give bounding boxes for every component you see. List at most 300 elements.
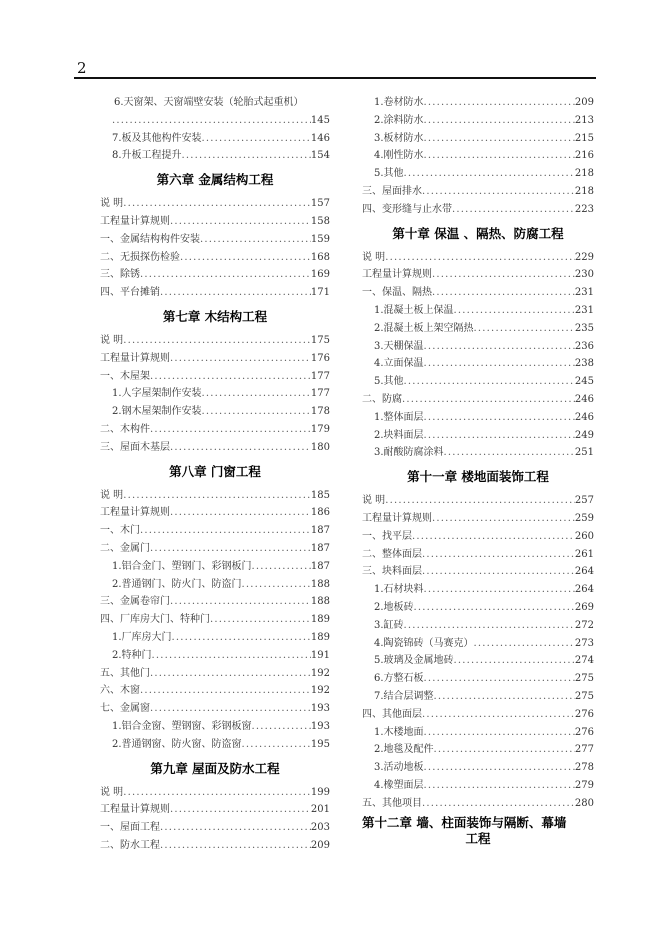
- toc-entry[interactable]: [362, 112, 594, 130]
- toc-entry-title: 一、保温、隔热: [362, 287, 432, 299]
- toc-dot-leader: [424, 581, 575, 599]
- toc-entry-title: 二、木构件: [100, 423, 150, 435]
- toc-entry[interactable]: [362, 373, 594, 391]
- toc-dot-leader: [210, 611, 311, 629]
- toc-entry[interactable]: [100, 487, 330, 505]
- toc-entry[interactable]: [362, 759, 594, 777]
- toc-page-number: 276: [574, 708, 594, 720]
- toc-entry[interactable]: [100, 647, 330, 665]
- toc-page-number: 235: [574, 322, 594, 334]
- toc-entry-title: 五、其他项目: [362, 797, 422, 809]
- toc-entry[interactable]: [100, 403, 330, 421]
- toc-entry-title: 七、金属窗: [100, 703, 150, 715]
- toc-entry[interactable]: [100, 249, 330, 267]
- chapter-heading-line1: 第十二章 墙、柱面装饰与隔断、幕墙: [362, 815, 567, 831]
- toc-entry[interactable]: [100, 593, 330, 611]
- toc-entry-title: 3.天棚保温: [374, 340, 424, 352]
- chapter-heading-line2: 工程: [465, 831, 491, 847]
- toc-dot-leader: [180, 249, 311, 267]
- toc-dot-leader: [424, 759, 575, 777]
- toc-entry-title: 二、金属门: [100, 542, 150, 554]
- toc-entry[interactable]: [100, 665, 330, 683]
- toc-dot-leader: [424, 94, 575, 112]
- toc-page-number: 188: [310, 596, 330, 608]
- toc-entry-title: 二、整体面层: [362, 548, 422, 560]
- toc-entry-title: 工程量计算规则: [100, 215, 170, 227]
- toc-dot-leader: [404, 617, 575, 635]
- toc-entry[interactable]: [100, 368, 330, 386]
- toc-page-number: 277: [574, 744, 594, 756]
- toc-page-number: 245: [574, 376, 594, 388]
- toc-entry[interactable]: [362, 617, 594, 635]
- toc-entry-title: 三、屋面木基层: [100, 441, 170, 453]
- toc-entry-title: 三、块料面层: [362, 566, 422, 578]
- toc-page-number: 157: [310, 198, 330, 210]
- toc-page-number: 269: [574, 601, 594, 613]
- toc-entry-title: 二、防水工程: [100, 839, 160, 851]
- toc-page-number: 154: [310, 150, 330, 162]
- toc-page-number: 188: [310, 578, 330, 590]
- toc-page-number: 171: [310, 287, 330, 299]
- toc-entry[interactable]: [362, 563, 594, 581]
- toc-entry-title: 二、防腐: [362, 393, 402, 405]
- toc-entry[interactable]: [100, 112, 330, 130]
- toc-page-number: 195: [310, 738, 330, 750]
- toc-entry[interactable]: [100, 576, 330, 594]
- toc-page-number: 274: [574, 655, 594, 667]
- toc-page-number: 230: [574, 269, 594, 281]
- toc-page-number: 273: [574, 637, 594, 649]
- toc-dot-leader: [474, 635, 575, 653]
- toc-entry-title: 2.块料面层: [374, 429, 424, 441]
- toc-entry-title: 工程量计算规则: [100, 352, 170, 364]
- toc-entry-title: 说 明: [100, 489, 124, 501]
- toc-dot-leader: [414, 599, 575, 617]
- toc-entry[interactable]: [100, 540, 330, 558]
- toc-entry[interactable]: [100, 421, 330, 439]
- toc-page-number: 209: [574, 97, 594, 108]
- toc-entry-title: 2.地毯及配件: [374, 744, 434, 756]
- toc-page-number: 218: [574, 185, 594, 197]
- toc-page-number: 158: [310, 215, 330, 227]
- chapter-heading: 第十章 保温 、隔热、防腐工程: [392, 225, 564, 241]
- toc-dot-leader: [160, 837, 311, 855]
- toc-entry[interactable]: [100, 682, 330, 700]
- toc-entry[interactable]: [100, 629, 330, 647]
- toc-entry[interactable]: [100, 522, 330, 540]
- toc-entry-title: 说 明: [100, 786, 124, 798]
- toc-page-number: 246: [574, 411, 594, 423]
- toc-entry[interactable]: [362, 528, 594, 546]
- toc-dot-leader: [422, 546, 575, 564]
- toc-dot-leader: [385, 492, 575, 510]
- toc-entry[interactable]: [362, 652, 594, 670]
- toc-entry-title: 1.铝合金窗、塑钢窗、彩钢板窗: [112, 720, 252, 732]
- toc-entry-title: 说 明: [100, 198, 124, 210]
- toc-entry[interactable]: [100, 385, 330, 403]
- toc-entry[interactable]: [362, 355, 594, 373]
- toc-page-number: 159: [310, 233, 330, 245]
- toc-dot-leader: [424, 670, 575, 688]
- toc-dot-leader: [123, 195, 311, 213]
- toc-entry-title: 7.结合层调整: [374, 690, 434, 702]
- toc-dot-leader: [474, 320, 575, 338]
- toc-entry-title: 7.板及其他构件安装: [112, 132, 202, 144]
- toc-entry[interactable]: [100, 558, 330, 576]
- toc-entry-title: 六、木窗: [100, 685, 140, 697]
- toc-entry[interactable]: [362, 492, 594, 510]
- toc-page-number: 178: [310, 406, 330, 418]
- toc-page-number: 175: [310, 334, 330, 346]
- toc-dot-leader: [150, 700, 311, 718]
- toc-page-number: 257: [574, 495, 594, 507]
- toc-dot-leader: [112, 112, 311, 130]
- toc-entry-title: 2.特种门: [112, 649, 152, 661]
- toc-entry[interactable]: [362, 599, 594, 617]
- toc-entry[interactable]: [362, 94, 594, 112]
- toc-entry-title: 5.玻璃及金属地砖: [374, 655, 454, 667]
- toc-entry-title: 工程量计算规则: [362, 512, 432, 524]
- toc-entry-title: 四、其他面层: [362, 708, 422, 720]
- toc-entry[interactable]: [100, 819, 330, 837]
- toc-entry-title: 五、其他门: [100, 667, 150, 679]
- toc-page-number: 275: [574, 690, 594, 702]
- toc-dot-leader: [123, 487, 311, 505]
- toc-dot-leader: [404, 165, 575, 183]
- toc-entry[interactable]: [100, 130, 330, 148]
- toc-entry[interactable]: [100, 332, 330, 350]
- toc-entry[interactable]: [100, 266, 330, 284]
- toc-entry[interactable]: [362, 444, 594, 462]
- toc-entry[interactable]: [100, 350, 330, 368]
- toc-entry[interactable]: [362, 130, 594, 148]
- toc-page-number: 276: [574, 726, 594, 738]
- toc-page-number: 177: [310, 370, 330, 382]
- chapter-heading: 第六章 金属结构工程: [156, 172, 274, 188]
- toc-entry-title: 三、屋面排水: [362, 185, 422, 197]
- toc-entry[interactable]: [100, 611, 330, 629]
- toc-dot-leader: [432, 510, 575, 528]
- toc-page-number: 185: [310, 489, 330, 501]
- toc-entry[interactable]: [362, 724, 594, 742]
- toc-entry-title: 二、无损探伤检验: [100, 251, 180, 263]
- toc-page-number: 231: [574, 287, 594, 299]
- toc-dot-leader: [160, 819, 311, 837]
- toc-dot-leader: [172, 629, 311, 647]
- toc-entry-title: 一、木屋架: [100, 370, 150, 382]
- toc-dot-leader: [242, 736, 311, 754]
- toc-dot-leader: [444, 444, 575, 462]
- toc-entry[interactable]: [362, 777, 594, 795]
- toc-entry-title: 一、木门: [100, 525, 140, 537]
- toc-page-number: 191: [310, 649, 330, 661]
- toc-entry[interactable]: [100, 736, 330, 754]
- toc-entry[interactable]: [362, 635, 594, 653]
- toc-entry[interactable]: [362, 284, 594, 302]
- toc-page-number: 216: [574, 150, 594, 162]
- toc-entry[interactable]: [362, 688, 594, 706]
- toc-page-number: 187: [310, 542, 330, 554]
- toc-entry[interactable]: [100, 504, 330, 522]
- toc-dot-leader: [202, 403, 311, 421]
- toc-page-number: 199: [310, 786, 330, 798]
- chapter-heading: 第九章 屋面及防水工程: [150, 760, 280, 776]
- toc-page-number: 145: [310, 114, 330, 126]
- toc-entry[interactable]: [100, 700, 330, 718]
- toc-entry-title: 6.天窗架、天窗端壁安装（轮胎式起重机）: [114, 97, 304, 108]
- toc-entry[interactable]: [100, 284, 330, 302]
- toc-entry-title: 三、金属卷帘门: [100, 596, 170, 608]
- toc-page-number: 192: [310, 667, 330, 679]
- toc-entry[interactable]: [362, 165, 594, 183]
- toc-entry[interactable]: [362, 338, 594, 356]
- toc-page-number: 192: [310, 685, 330, 697]
- toc-entry[interactable]: [100, 439, 330, 457]
- toc-dot-leader: [424, 147, 575, 165]
- toc-page-number: 229: [574, 251, 594, 263]
- toc-page-number: 189: [310, 614, 330, 626]
- toc-dot-leader: [170, 350, 311, 368]
- toc-entry-title: 1.石材块料: [374, 584, 424, 596]
- toc-dot-leader: [422, 563, 575, 581]
- toc-entry-title: 1.人字屋架制作安装: [112, 388, 202, 400]
- toc-page-number: 179: [310, 423, 330, 435]
- toc-dot-leader: [160, 284, 311, 302]
- toc-page-number: 236: [574, 340, 594, 352]
- toc-entry-title: 2.普通钢门、防火门、防盗门: [112, 578, 242, 590]
- toc-entry-title: 6.方整石板: [374, 673, 424, 685]
- toc-entry-title: 2.钢木屋架制作安装: [112, 406, 202, 418]
- toc-entry-title: 工程量计算规则: [362, 269, 432, 281]
- toc-entry[interactable]: [100, 801, 330, 819]
- toc-entry[interactable]: [362, 183, 594, 201]
- header-rule: [74, 77, 596, 79]
- toc-dot-leader: [152, 647, 311, 665]
- toc-dot-leader: [452, 201, 575, 219]
- toc-page-number: 189: [310, 631, 330, 643]
- toc-entry[interactable]: [100, 837, 330, 855]
- chapter-heading: 第十一章 楼地面装饰工程: [407, 469, 549, 485]
- toc-page-number: 193: [310, 720, 330, 732]
- toc-dot-leader: [385, 249, 575, 267]
- toc-entry-title: 四、厂库房大门、特种门: [100, 614, 210, 626]
- toc-dot-leader: [252, 718, 311, 736]
- toc-entry-title: 一、找平层: [362, 530, 412, 542]
- toc-entry[interactable]: [362, 741, 594, 759]
- toc-dot-leader: [432, 266, 575, 284]
- toc-entry[interactable]: [362, 670, 594, 688]
- toc-entry[interactable]: [100, 195, 330, 213]
- toc-dot-leader: [434, 688, 575, 706]
- toc-entry[interactable]: [362, 795, 594, 813]
- toc-dot-leader: [150, 540, 311, 558]
- toc-page-number: 193: [310, 703, 330, 715]
- toc-dot-leader: [170, 439, 311, 457]
- toc-dot-leader: [170, 504, 311, 522]
- toc-entry-title: 1.铝合金门、塑钢门、彩钢板门: [112, 560, 252, 572]
- toc-dot-leader: [170, 213, 311, 231]
- toc-entry-title: 8.升板工程提升: [112, 150, 182, 162]
- chapter-heading: 第八章 门窗工程: [169, 463, 261, 479]
- toc-dot-leader: [123, 784, 311, 802]
- toc-dot-leader: [150, 421, 311, 439]
- toc-page-number: 223: [574, 203, 594, 215]
- toc-dot-leader: [252, 558, 311, 576]
- toc-page-number: 259: [574, 512, 594, 524]
- toc-dot-leader: [422, 706, 575, 724]
- toc-page-number: 169: [310, 269, 330, 281]
- toc-entry-title: 2.涂料防水: [374, 114, 424, 126]
- toc-page-number: 238: [574, 358, 594, 370]
- toc-page-number: 280: [574, 797, 594, 809]
- toc-dot-leader: [404, 373, 575, 391]
- toc-entry-title: 说 明: [100, 334, 124, 346]
- toc-entry-title: 2.普通钢窗、防火窗、防盗窗: [112, 738, 242, 750]
- toc-page-number: 264: [574, 566, 594, 578]
- toc-entry-title: 一、金属结构构件安装: [100, 233, 200, 245]
- toc-entry-title: 工程量计算规则: [100, 804, 170, 816]
- toc-entry[interactable]: [100, 213, 330, 231]
- toc-entry-title: 1.厂库房大门: [112, 631, 172, 643]
- toc-page-number: 261: [574, 548, 594, 560]
- toc-entry[interactable]: [362, 409, 594, 427]
- toc-entry-title: 3.缸砖: [374, 619, 404, 631]
- toc-dot-leader: [200, 231, 311, 249]
- toc-page-number: 209: [310, 839, 330, 851]
- toc-dot-leader: [182, 147, 311, 165]
- toc-entry[interactable]: [362, 706, 594, 724]
- toc-page-number: 201: [310, 804, 330, 816]
- toc-page-number: 176: [310, 352, 330, 364]
- toc-dot-leader: [422, 183, 575, 201]
- toc-entry-title: 三、除锈: [100, 269, 140, 281]
- toc-entry-title: 4.陶瓷锦砖（马赛克）: [374, 637, 474, 649]
- toc-entry-title: 5.其他: [374, 168, 404, 180]
- toc-entry[interactable]: [362, 147, 594, 165]
- toc-page-number: 249: [574, 429, 594, 441]
- toc-page-number: 203: [310, 822, 330, 834]
- toc-page-number: 264: [574, 584, 594, 596]
- toc-dot-leader: [424, 409, 575, 427]
- toc-entry-title: 工程量计算规则: [100, 507, 170, 519]
- toc-dot-leader: [150, 665, 311, 683]
- toc-entry-title: 四、平台摊销: [100, 287, 160, 299]
- chapter-heading: 第七章 木结构工程: [162, 308, 268, 324]
- toc-dot-leader: [150, 368, 311, 386]
- toc-entry[interactable]: [362, 201, 594, 219]
- toc-dot-leader: [424, 777, 575, 795]
- toc-entry-title: 1.木楼地面: [374, 726, 424, 738]
- toc-dot-leader: [170, 593, 311, 611]
- toc-entry-title: 3.活动地板: [374, 762, 424, 774]
- toc-dot-leader: [424, 427, 575, 445]
- toc-entry-title: 一、屋面工程: [100, 822, 160, 834]
- toc-dot-leader: [432, 284, 575, 302]
- toc-page-number: 275: [574, 673, 594, 685]
- toc-entry[interactable]: [362, 320, 594, 338]
- toc-page-number: 231: [574, 304, 594, 316]
- toc-entry[interactable]: [100, 718, 330, 736]
- toc-entry[interactable]: [362, 302, 594, 320]
- toc-page-number: 186: [310, 507, 330, 519]
- toc-entry[interactable]: [362, 391, 594, 409]
- toc-dot-leader: [140, 522, 311, 540]
- toc-entry-title: 4.刚性防水: [374, 150, 424, 162]
- toc-dot-leader: [140, 682, 311, 700]
- toc-page-number: 218: [574, 168, 594, 180]
- toc-page-number: 246: [574, 393, 594, 405]
- toc-entry-title: 说 明: [362, 495, 386, 507]
- toc-page-number: 251: [574, 447, 594, 459]
- toc-entry-title: 2.地板砖: [374, 601, 414, 613]
- toc-page-number: 177: [310, 388, 330, 400]
- toc-dot-leader: [454, 652, 575, 670]
- toc-page-number: 215: [574, 132, 594, 144]
- toc-dot-leader: [202, 130, 311, 148]
- toc-entry[interactable]: [100, 147, 330, 165]
- toc-entry: [100, 94, 330, 112]
- toc-entry[interactable]: [362, 546, 594, 564]
- toc-dot-leader: [242, 576, 311, 594]
- toc-entry-title: 5.其他: [374, 376, 404, 388]
- toc-entry-title: 说 明: [362, 251, 386, 263]
- toc-entry-title: 四、变形缝与止水带: [362, 203, 452, 215]
- toc-entry[interactable]: [100, 231, 330, 249]
- toc-page-number: 279: [574, 779, 594, 791]
- toc-entry-title: 1.卷材防水: [374, 97, 424, 108]
- toc-page-number: 187: [310, 560, 330, 572]
- page-number: 2: [77, 59, 87, 77]
- toc-page-number: 146: [310, 132, 330, 144]
- toc-entry[interactable]: [100, 784, 330, 802]
- toc-dot-leader: [424, 724, 575, 742]
- toc-page-number: 260: [574, 530, 594, 542]
- toc-dot-leader: [424, 112, 575, 130]
- toc-dot-leader: [454, 302, 575, 320]
- toc-entry-title: 1.混凝土板上保温: [374, 304, 454, 316]
- toc-entry-title: 4.橡塑面层: [374, 779, 424, 791]
- toc-dot-leader: [434, 741, 575, 759]
- toc-entry-title: 3.板材防水: [374, 132, 424, 144]
- toc-page-number: 213: [574, 114, 594, 126]
- toc-dot-leader: [140, 266, 311, 284]
- toc-page-number: 180: [310, 441, 330, 453]
- toc-entry[interactable]: [362, 249, 594, 267]
- toc-dot-leader: [412, 528, 575, 546]
- toc-entry-title: 3.耐酸防腐涂料: [374, 447, 444, 459]
- toc-dot-leader: [424, 130, 575, 148]
- toc-dot-leader: [170, 801, 311, 819]
- toc-entry[interactable]: [362, 581, 594, 599]
- toc-dot-leader: [424, 355, 575, 373]
- chapter-heading: [362, 812, 594, 847]
- toc-dot-leader: [202, 385, 311, 403]
- toc-dot-leader: [402, 391, 575, 409]
- toc-page-number: 272: [574, 619, 594, 631]
- toc-entry[interactable]: [362, 266, 594, 284]
- toc-entry-title: 1.整体面层: [374, 411, 424, 423]
- toc-left-column: [100, 94, 330, 855]
- toc-entry[interactable]: [362, 510, 594, 528]
- toc-dot-leader: [422, 795, 575, 813]
- toc-page-number: 168: [310, 251, 330, 263]
- toc-dot-leader: [424, 338, 575, 356]
- toc-entry[interactable]: [362, 427, 594, 445]
- toc-page-number: 278: [574, 762, 594, 774]
- toc-entry-title: 4.立面保温: [374, 358, 424, 370]
- toc-entry-title: 2.混凝土板上架空隔热: [374, 322, 474, 334]
- toc-dot-leader: [123, 332, 311, 350]
